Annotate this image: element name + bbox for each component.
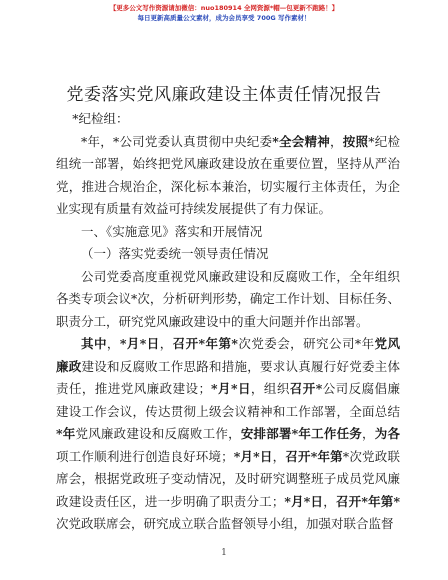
intro-paragraph: *年，*公司党委认真贯彻中央纪委*全会精神，按照*纪检组统一部署，始终把党风廉政建设放在重要位置，坚持从严治党，推进合规治企，深化标本兼治，切实履行主体责任，为企业实现有质量有效益可持续发展提供了有力保证。: [56, 133, 400, 216]
promo-line-1: 【更多公文写作资源请加微信：nuo180914 全网资源*帽—包更新不跑路！】: [109, 4, 339, 12]
document-title: 党委落实党风廉政建设主体责任情况报告: [66, 85, 382, 105]
promo-banner: [0, 3, 448, 23]
paragraph-2: 其中，*月*日，召开*年第*次党委会，研究公司*年党风廉政建设和反腐败工作思路和措施，要求认真履行好党委主体责任，推进党风廉政建设；*月*日，组织召开*公司反腐倡廉建设工作会议，传达贯彻上级会议精神和工作部署，全面总结*年党风廉政建设和反腐败工作，安排部署*年工作任务，为各项工作顺利进行创造良好环境；*月*日，召开*年第*次党政联席会，根据党政班子变动情况，及时研究调整班子成员党风廉政建设责任区，进一步明确了职责分工；*月*日，召开*年第*次党政联席会，研究成立联合监督领导小组，加强对联合监督: [56, 336, 400, 531]
paragraph-1: 公司党委高度重视党风廉政建设和反腐败工作，全年组织各类专项会议*次，分析研判形势，确定工作计划、目标任务、职责分工，研究党风廉政建设中的重大问题并作出部署。: [56, 268, 400, 329]
subsection-heading-1: （一）落实党委统一领导责任情况: [81, 246, 269, 261]
page-number: 1: [221, 548, 227, 558]
salutation: *纪检组：: [72, 111, 129, 126]
document-body: [56, 108, 400, 536]
section-heading-1: 一、《实施意见》落实和开展情况: [81, 223, 263, 239]
promo-line-2: 每日更新高质量公文素材，成为会员享受 700G 写作素材！: [137, 14, 311, 22]
